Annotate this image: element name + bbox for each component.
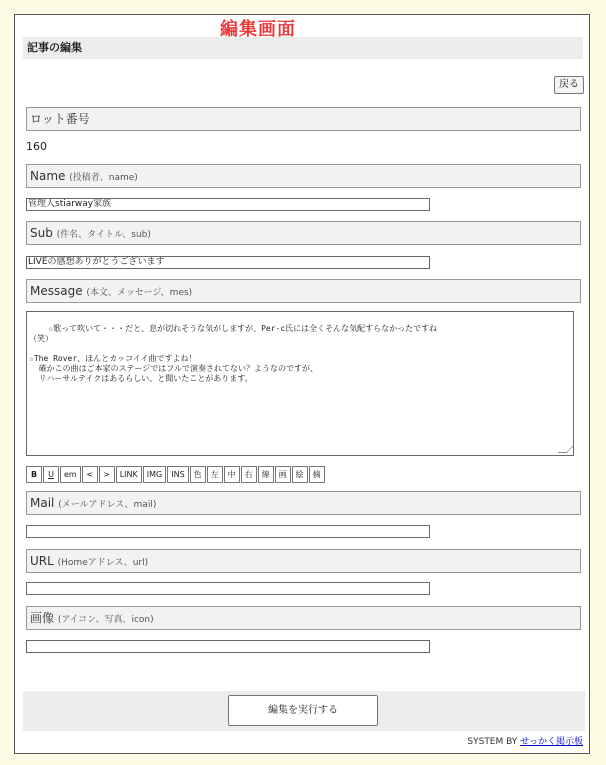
ins-button[interactable]: INS [167, 466, 188, 483]
back-button[interactable]: 戻る [554, 76, 584, 94]
image-label-text: 画像 [30, 611, 55, 625]
lot-label-text: ロット番号 [30, 112, 90, 126]
picture-button[interactable]: 画 [275, 466, 291, 483]
name-label-text: Name [30, 169, 66, 183]
submit-button[interactable]: 編集を実行する [228, 695, 378, 726]
align-center-button[interactable]: 中 [224, 466, 240, 483]
emoji-button[interactable]: 絵 [292, 466, 308, 483]
footer [467, 734, 583, 747]
message-text: ☆歌って吹いて・・・だと、息が切れそうな気がしますが、Per-c氏には全くそんな気配すらなかったですね （笑） ☆The Rover、ほんとカッコイイ曲ですよね！ 確かこの曲はご本家のステージではフルで演奏されてない？ようなのですが、 リハーサルテイクはあるらしい、と聞いたことがあります。 [29, 324, 438, 383]
lot-value: 160 [26, 140, 47, 153]
bold-button[interactable]: B [26, 466, 42, 483]
color-button[interactable]: 色 [190, 466, 206, 483]
url-label-sub: (Homeアドレス、url) [57, 558, 149, 568]
resize-grip-icon[interactable] [558, 444, 575, 453]
image-label [26, 606, 581, 630]
message-label-text: Message [30, 284, 83, 298]
lot-label [26, 107, 581, 131]
subject-label-sub: (件名、タイトル、sub) [56, 230, 151, 240]
subject-label [26, 221, 581, 245]
name-label-sub: (投稿者、name) [69, 173, 138, 183]
footer-prefix: SYSTEM BY [467, 737, 521, 747]
url-label-text: URL [30, 554, 54, 568]
page-title: 編集画面 [220, 19, 296, 40]
name-input[interactable]: 管理人stiarway家族 [26, 198, 430, 211]
message-label-sub: (本文、メッセージ、mes) [86, 288, 193, 298]
align-left-button[interactable]: 左 [207, 466, 223, 483]
img-button[interactable]: IMG [143, 466, 166, 483]
mail-label [26, 491, 581, 515]
line-button[interactable]: 線 [258, 466, 274, 483]
name-label [26, 164, 581, 188]
excerpt-button[interactable]: 摘 [309, 466, 325, 483]
mail-label-text: Mail [30, 496, 55, 510]
image-label-sub: (アイコン、写真、icon) [57, 615, 154, 625]
message-label [26, 279, 581, 303]
url-input[interactable] [26, 582, 430, 595]
message-textarea[interactable] [26, 311, 574, 456]
underline-button[interactable]: U [43, 466, 59, 483]
gt-button[interactable]: > [99, 466, 115, 483]
footer-link[interactable]: せっかく掲示板 [520, 737, 583, 747]
section-heading: 記事の編集 [23, 37, 583, 59]
submit-bar [23, 691, 585, 731]
mail-input[interactable] [26, 525, 430, 538]
align-right-button[interactable]: 右 [241, 466, 257, 483]
link-button[interactable]: LINK [116, 466, 142, 483]
lt-button[interactable]: < [82, 466, 98, 483]
mail-label-sub: (メールアドレス、mail) [58, 500, 157, 510]
format-toolbar [26, 466, 325, 483]
image-input[interactable] [26, 640, 430, 653]
main-frame [14, 14, 590, 754]
url-label [26, 549, 581, 573]
subject-input[interactable]: LIVEの感想ありがとうございます [26, 256, 430, 269]
em-button[interactable]: em [60, 466, 81, 483]
subject-label-text: Sub [30, 226, 53, 240]
